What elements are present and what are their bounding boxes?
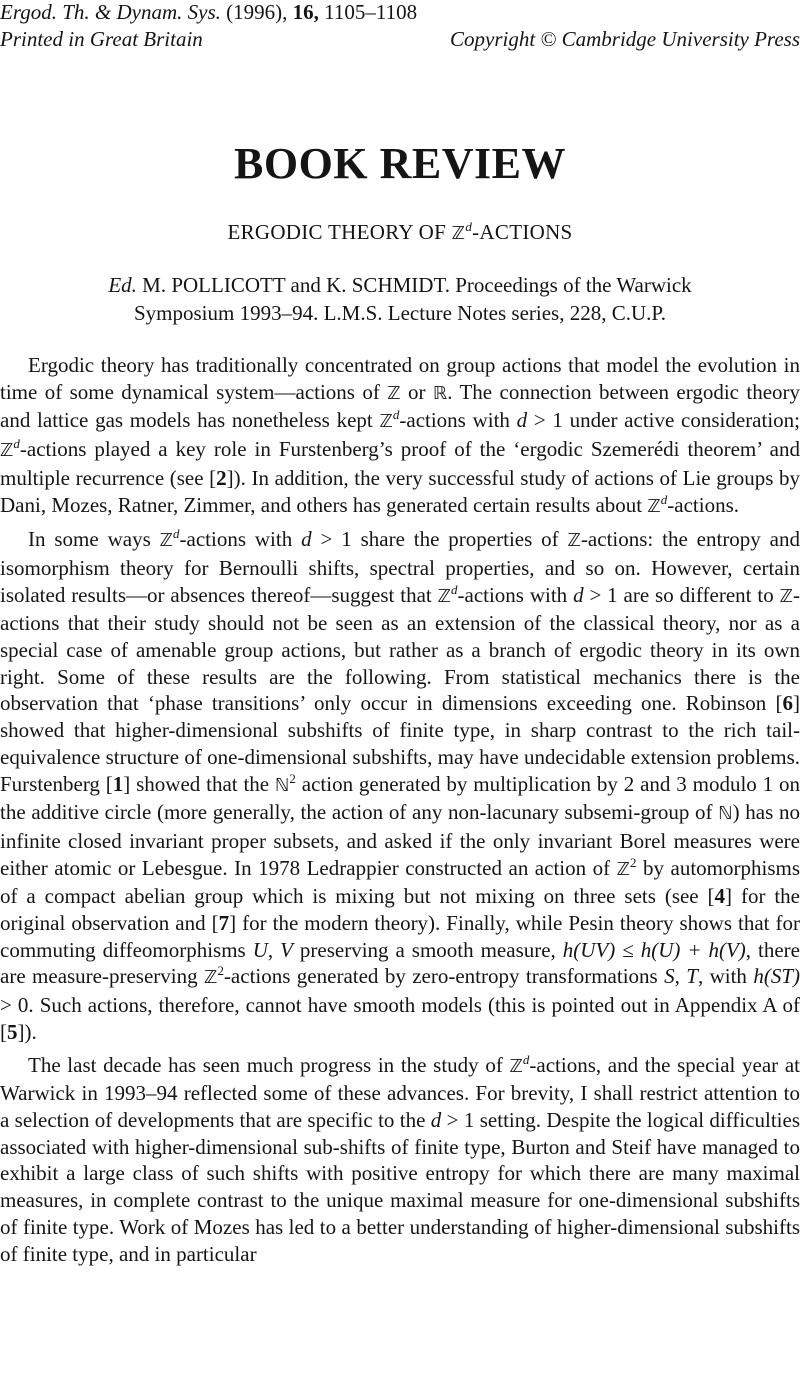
book-title-text: ERGODIC THEORY OF xyxy=(227,220,452,244)
editors-names: M. POLLICOTT and K. SCHMIDT. Proceedings of the Warwick xyxy=(136,273,692,297)
journal-header-line xyxy=(0,0,800,24)
journal-year: (1996), xyxy=(226,0,288,24)
journal-name: Ergod. Th. & Dynam. Sys. xyxy=(0,0,221,24)
review-body xyxy=(0,352,800,1267)
book-editors xyxy=(0,271,800,327)
editor-abbrev: Ed. xyxy=(108,273,137,297)
book-title-suffix: -ACTIONS xyxy=(472,220,573,244)
journal-pages: 1105–1108 xyxy=(324,0,418,24)
book-title xyxy=(0,220,800,245)
paragraph-1: Ergodic theory has traditionally concentrated on group actions that model the evolution in time of some dynamical system—actions of ℤ or ℝ. The connection between ergodic theory and lattice gas models has nonetheless kept ℤ$^d$-actions with d > 1 under active consideration; ℤ$^d$-actions played a key role in Furstenberg’s proof of the ‘ergodic Szemerédi theorem’ and multiple recurrence (see [2]). In addition, the very successful study of actions of Lie groups by Dani, Mozes, Ratner, Zimmer, and others has generated certain results about ℤ$^d$-actions. xyxy=(0,353,800,517)
dimension-symbol: d xyxy=(465,219,473,234)
editors-line-2: Symposium 1993–94. L.M.S. Lecture Notes series, 228, C.U.P. xyxy=(134,301,666,325)
printed-note: Printed in Great Britain xyxy=(0,27,203,51)
copyright-note: Copyright © Cambridge University Press xyxy=(450,27,800,51)
page-title: BOOK REVIEW xyxy=(234,139,566,188)
editors-line-1 xyxy=(0,271,800,299)
paragraph-3: The last decade has seen much progress in the study of ℤ$^d$-actions, and the special year at Warwick in 1993–94 reflected some of these advances. For brevity, I shall restrict attention to a selection of developments that are specific to the d > 1 setting. Despite the logical difficulties associated with higher-dimensional sub-shifts of finite type, Burton and Steif have managed to exhibit a large class of such shifts with positive entropy for which there are many maximal measures, in complete contrast to the unique maximal measure for one-dimensional subshifts of finite type. Work of Mozes has led to a better understanding of higher-dimensional subshifts of finite type, and in particular xyxy=(0,1051,800,1266)
paragraph-2: In some ways ℤ$^d$-actions with d > 1 share the properties of ℤ-actions: the entropy and isomorphism theory for Bernoulli shifts, spectral properties, and so on. However, certain isolated results—or absences thereof—suggest that ℤ$^d$-actions with d > 1 are so different to ℤ-actions that their study should not be seen as an extension of the classical theory, nor as a special case of amenable group actions, but rather as a branch of ergodic theory in its own right. Some of these results are the following. From statistical mechanics there is the observation that ‘phase transitions’ only occur in dimensions exceeding one. Robinson [6] showed that higher-dimensional subshifts of finite type, in sharp contrast to the rich tail-equivalence structure of one-dimensional subshifts, may have undecidable extension problems. Furstenberg [1] showed that the ℕ$^2$ action generated by multiplication by 2 and 3 modulo 1 on the additive circle (more generally, the action of any non-lacunary subsemi-group of ℕ) has no infinite closed invariant proper subsets, and asked if the only invariant Borel measures were either atomic or Lebesgue. In 1978 Ledrappier constructed an action of ℤ$^2$ by automorphisms of a compact abelian group which is mixing but not mixing on three sets (see [4] for the original observation and [7] for the modern theory). Finally, while Pesin theory shows that for commuting diffeomorphisms U, V preserving a smooth measure, h(UV) ≤ h(U) + h(V), there are measure-preserving ℤ$^2$-actions generated by zero-entropy transformations S, T, with h(ST) > 0. Such actions, therefore, cannot have smooth models (this is pointed out in Appendix A of [5]). xyxy=(0,526,800,1044)
integers-symbol: ℤ xyxy=(451,223,466,244)
journal-volume: 16, xyxy=(292,0,319,24)
print-info-line xyxy=(0,27,800,51)
